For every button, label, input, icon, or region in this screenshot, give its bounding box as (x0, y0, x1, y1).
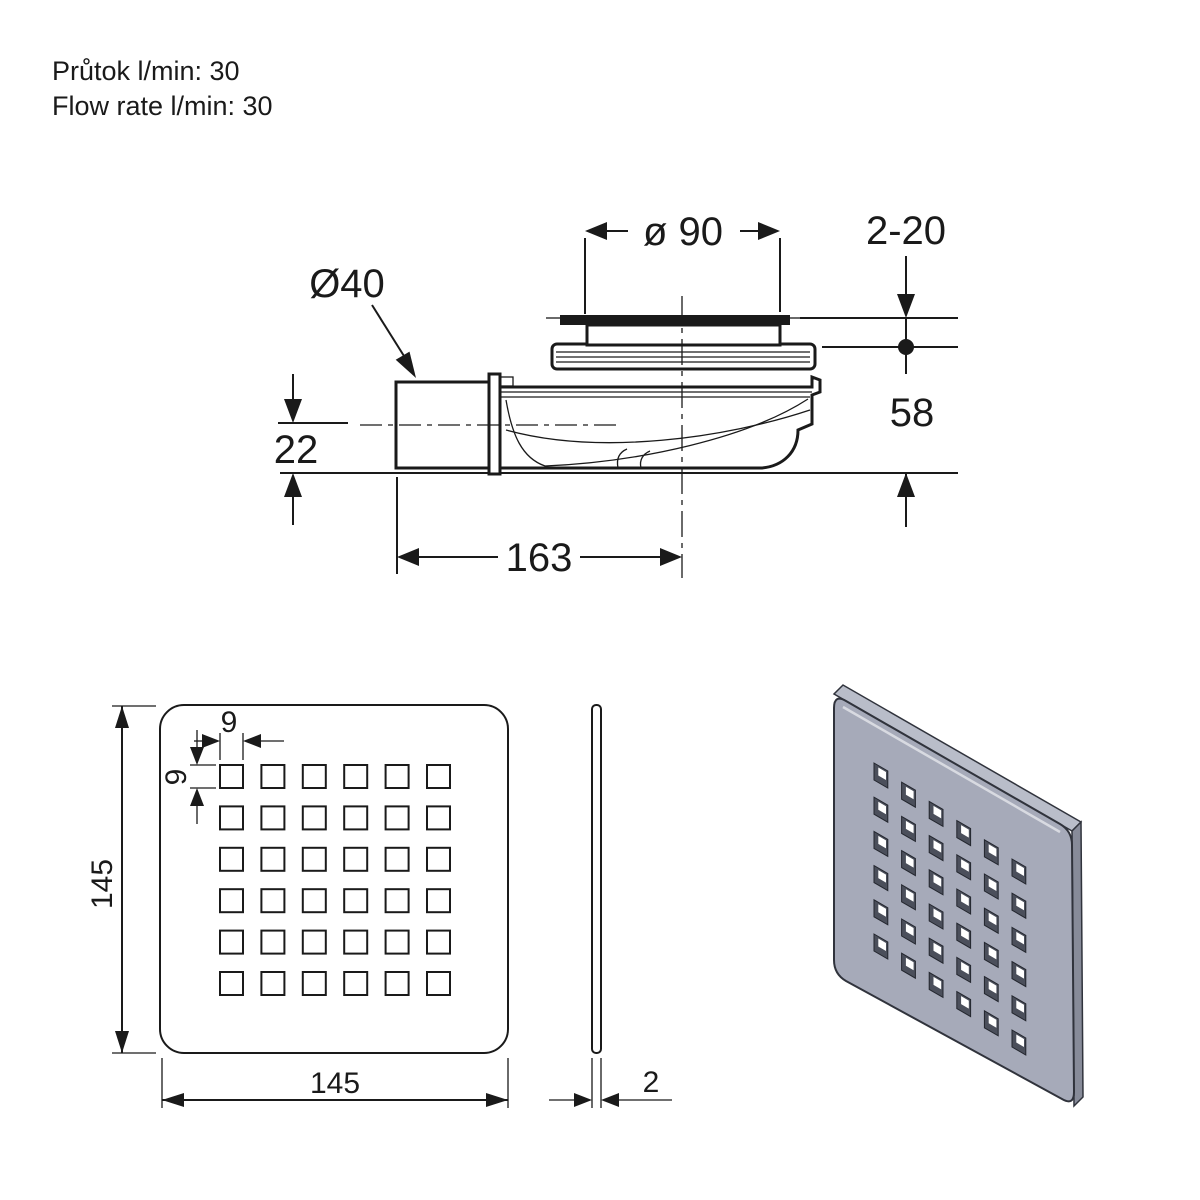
grate-hole (344, 765, 367, 788)
grate-hole (261, 848, 284, 871)
grate-front-view (86, 705, 508, 1108)
dim-flange-diameter-label: ø 90 (642, 210, 724, 254)
grate-hole (344, 848, 367, 871)
grate-hole (303, 848, 326, 871)
leader-arrowhead (396, 352, 416, 378)
grate-hole (220, 972, 243, 995)
grate-hole (427, 765, 450, 788)
dim-body-height (890, 391, 935, 527)
grate-hole (261, 889, 284, 912)
front-grate-holes (220, 765, 450, 995)
grate-hole (261, 931, 284, 954)
grate-hole (427, 806, 450, 829)
dim-plate-width (162, 1058, 508, 1108)
trap-bowl (500, 377, 820, 468)
pipe-collar (489, 374, 500, 474)
collar-lip (500, 377, 513, 386)
grate-hole (261, 765, 284, 788)
dim-thickness (549, 1058, 672, 1108)
dim-outlet-diameter-label: Ø40 (309, 262, 385, 306)
grate-edge (592, 705, 601, 1053)
grate-3d-view (834, 685, 1083, 1106)
grate-plate (160, 705, 508, 1053)
flow-rate-line-cz: Průtok l/min: 30 (52, 56, 240, 86)
dim-outlet-axis-height-label: 22 (273, 428, 319, 472)
grate-hole (427, 931, 450, 954)
grate-hole (220, 765, 243, 788)
dim-body-height-label: 58 (889, 391, 935, 435)
dim-ball-terminator (898, 339, 914, 355)
grate-hole (303, 806, 326, 829)
grate-hole (427, 889, 450, 912)
dim-hole-width (194, 706, 284, 760)
grate-hole (303, 931, 326, 954)
dim-hole-height-label: 9 (160, 768, 193, 786)
grate-hole (220, 848, 243, 871)
grate-edge-view (549, 705, 672, 1108)
grate-hole (386, 931, 409, 954)
dim-thickness-label: 2 (642, 1066, 660, 1099)
dim-outlet-axis-height (274, 374, 348, 525)
grate-hole (220, 931, 243, 954)
dim-plate-height (86, 706, 156, 1053)
grate-hole (386, 806, 409, 829)
dim-covering-thickness (800, 209, 958, 374)
grate-hole (261, 972, 284, 995)
dim-plate-width-label: 145 (309, 1067, 361, 1100)
grate-hole (303, 765, 326, 788)
grate-hole (386, 848, 409, 871)
dim-hole-width-label: 9 (220, 706, 238, 739)
grate-hole (386, 972, 409, 995)
grate-hole (220, 806, 243, 829)
grate-hole (344, 972, 367, 995)
grate-hole (344, 889, 367, 912)
dim-outlet-length (397, 477, 682, 580)
grate-hole (386, 765, 409, 788)
grate-hole (344, 806, 367, 829)
grate-hole (344, 931, 367, 954)
flow-rate-line-en: Flow rate l/min: 30 (52, 91, 273, 121)
trap-side-view (274, 209, 958, 580)
grate-hole (261, 806, 284, 829)
dim-outlet-length-label: 163 (505, 536, 573, 580)
trap-neck (587, 325, 780, 345)
dim-covering-thickness-label: 2-20 (865, 209, 947, 253)
top-flange (560, 315, 790, 325)
grate-hole (427, 848, 450, 871)
dim-plate-height-label: 145 (86, 858, 119, 910)
grate-hole (303, 889, 326, 912)
grate-hole (427, 972, 450, 995)
grate-hole (386, 889, 409, 912)
dim-outlet-diameter (309, 262, 416, 378)
grate-hole (303, 972, 326, 995)
grate-hole (220, 889, 243, 912)
